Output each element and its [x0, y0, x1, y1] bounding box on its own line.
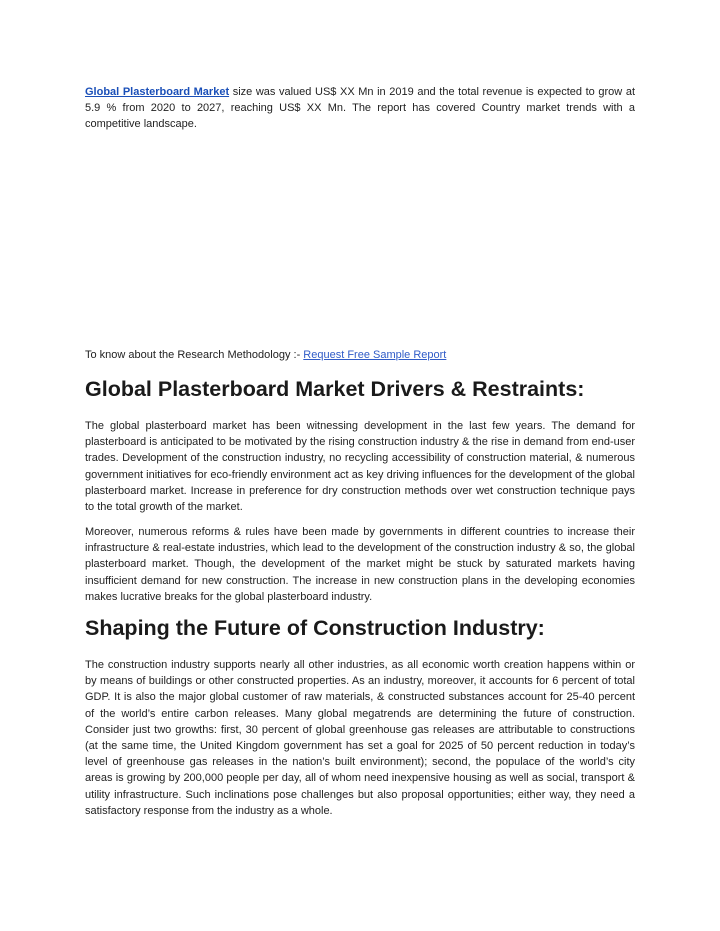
methodology-prefix: To know about the Research Methodology :- — [85, 349, 304, 361]
shaping-heading: Shaping the Future of Construction Industry: — [85, 616, 545, 640]
request-sample-report-link[interactable]: Request Free Sample Report — [303, 349, 447, 361]
global-plasterboard-market-link[interactable]: Global Plasterboard Market — [85, 86, 230, 98]
drivers-paragraph-2: Moreover, numerous reforms & rules have been made by governments in different countries to increase their infrastructure & real-estate industries, which lead to the development of the construction industry & so, the global plasterboard market. Though, the development of the market might be stuck by saturated markets having insufficient demand for new construction. The increase in new construction plans in the developing economies makes lucrative breaks for the global plasterboard industry. — [85, 526, 635, 603]
methodology-line — [85, 347, 635, 363]
drivers-heading: Global Plasterboard Market Drivers & Restraints: — [85, 377, 585, 401]
drivers-paragraph-1: The global plasterboard market has been witnessing development in the last few years. The demand for plasterboard is anticipated to be motivated by the rising construction industry & the rise in demand from end-user trades. Development of the construction industry, no recycling accessibility of construction material, & numerous government initiatives for eco-friendly environment act as key driving influences for the development of the global plasterboard market. Increase in preference for dry construction methods over wet construction technique pays to the total growth of the market. — [85, 420, 635, 514]
intro-text: size was valued US$ XX Mn in 2019 and the total revenue is expected to grow at 5.9 % from 2020 to 2027, reaching US$ XX Mn. The report has covered Country market trends with a competitive landscape. — [85, 86, 635, 131]
shaping-paragraph: The construction industry supports nearly all other industries, as all economic worth creation happens within or by means of buildings or other constructed properties. As an industry, moreover, it accounts for 6 percent of total GDP. It is also the major global customer of raw materials, & constructed substances account for 25-40 percent of the world’s entire carbon releases. Many global megatrends are determining the future of construction. Consider just two growths: first, 30 percent of global greenhouse gas releases are attributable to constructions (at the same time, the United Kingdom government has set a goal for 2025 of 50 percent reduction in today’s level of greenhouse gas releases in the nation’s built environment); second, the populace of the world’s city areas is growing by 200,000 people per day, all of whom need inexpensive housing as well as social, transport & utility infrastructure. Such inclinations pose challenges but also proposal opportunities; either way, they need a satisfactory response from the industry as a whole. — [85, 659, 635, 817]
intro-paragraph — [85, 84, 635, 133]
